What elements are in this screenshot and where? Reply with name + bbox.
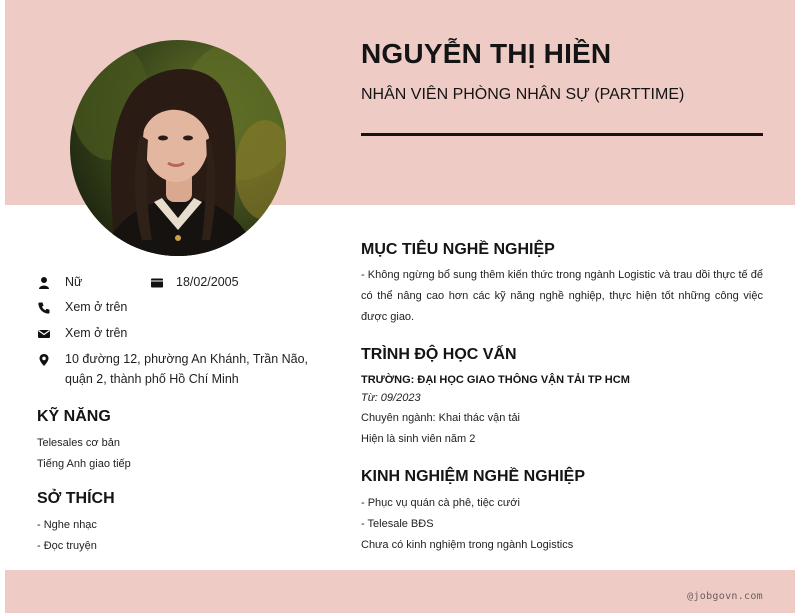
avatar-portrait	[70, 40, 286, 256]
hobby-item: - Nghe nhạc	[37, 519, 97, 531]
address-line-1: 10 đường 12, phường An Khánh, Trần Não,	[65, 352, 309, 366]
calendar-icon	[150, 276, 164, 290]
avatar	[70, 40, 286, 256]
candidate-name: NGUYỄN THỊ HIỀN	[361, 38, 612, 69]
hobbies-heading: SỞ THÍCH	[37, 490, 115, 507]
experience-item: - Telesale BĐS	[361, 518, 434, 530]
education-start-date: Từ: 09/2023	[361, 392, 421, 404]
education-status: Hiện là sinh viên năm 2	[361, 433, 476, 445]
job-position: NHÂN VIÊN PHÒNG NHÂN SỰ (PARTTIME)	[361, 86, 685, 103]
gender-value: Nữ	[65, 275, 83, 289]
person-icon	[37, 276, 51, 290]
location-pin-icon	[37, 353, 51, 367]
skill-item: Telesales cơ bản	[37, 437, 121, 449]
mail-icon	[37, 327, 51, 341]
footer-band	[5, 570, 795, 613]
header-divider	[361, 133, 763, 136]
experience-item: - Phục vụ quán cà phê, tiệc cưới	[361, 497, 520, 509]
cv-page	[5, 0, 795, 613]
phone-icon	[37, 301, 51, 315]
birthdate-value: 18/02/2005	[176, 275, 239, 289]
education-major: Chuyên ngành: Khai thác vận tải	[361, 412, 521, 424]
education-heading: TRÌNH ĐỘ HỌC VẤN	[361, 346, 517, 363]
skills-heading: KỸ NĂNG	[37, 408, 111, 425]
phone-value: Xem ở trên	[65, 300, 128, 314]
address-line-2: quận 2, thành phố Hồ Chí Minh	[65, 372, 239, 386]
experience-item: Chưa có kinh nghiệm trong ngành Logistics	[361, 539, 574, 551]
skill-item: Tiếng Anh giao tiếp	[37, 458, 131, 470]
school-name: TRƯỜNG: ĐẠI HỌC GIAO THÔNG VẬN TẢI TP HCM	[361, 374, 630, 386]
objective-text: - Không ngừng bổ sung thêm kiến thức trong ngành Logistic và trau dồi thực tế để có thể nâng cao hơn các kỹ năng nghề nghiệp, thực hiện tốt những công việc được giao.	[361, 269, 763, 323]
experience-heading: KINH NGHIỆM NGHỀ NGHIỆP	[361, 468, 586, 485]
footer-watermark: @jobgovn.com	[687, 591, 763, 602]
objective-heading: MỤC TIÊU NGHỀ NGHIỆP	[361, 241, 555, 258]
email-value: Xem ở trên	[65, 326, 128, 340]
hobby-item: - Đọc truyện	[37, 540, 97, 552]
